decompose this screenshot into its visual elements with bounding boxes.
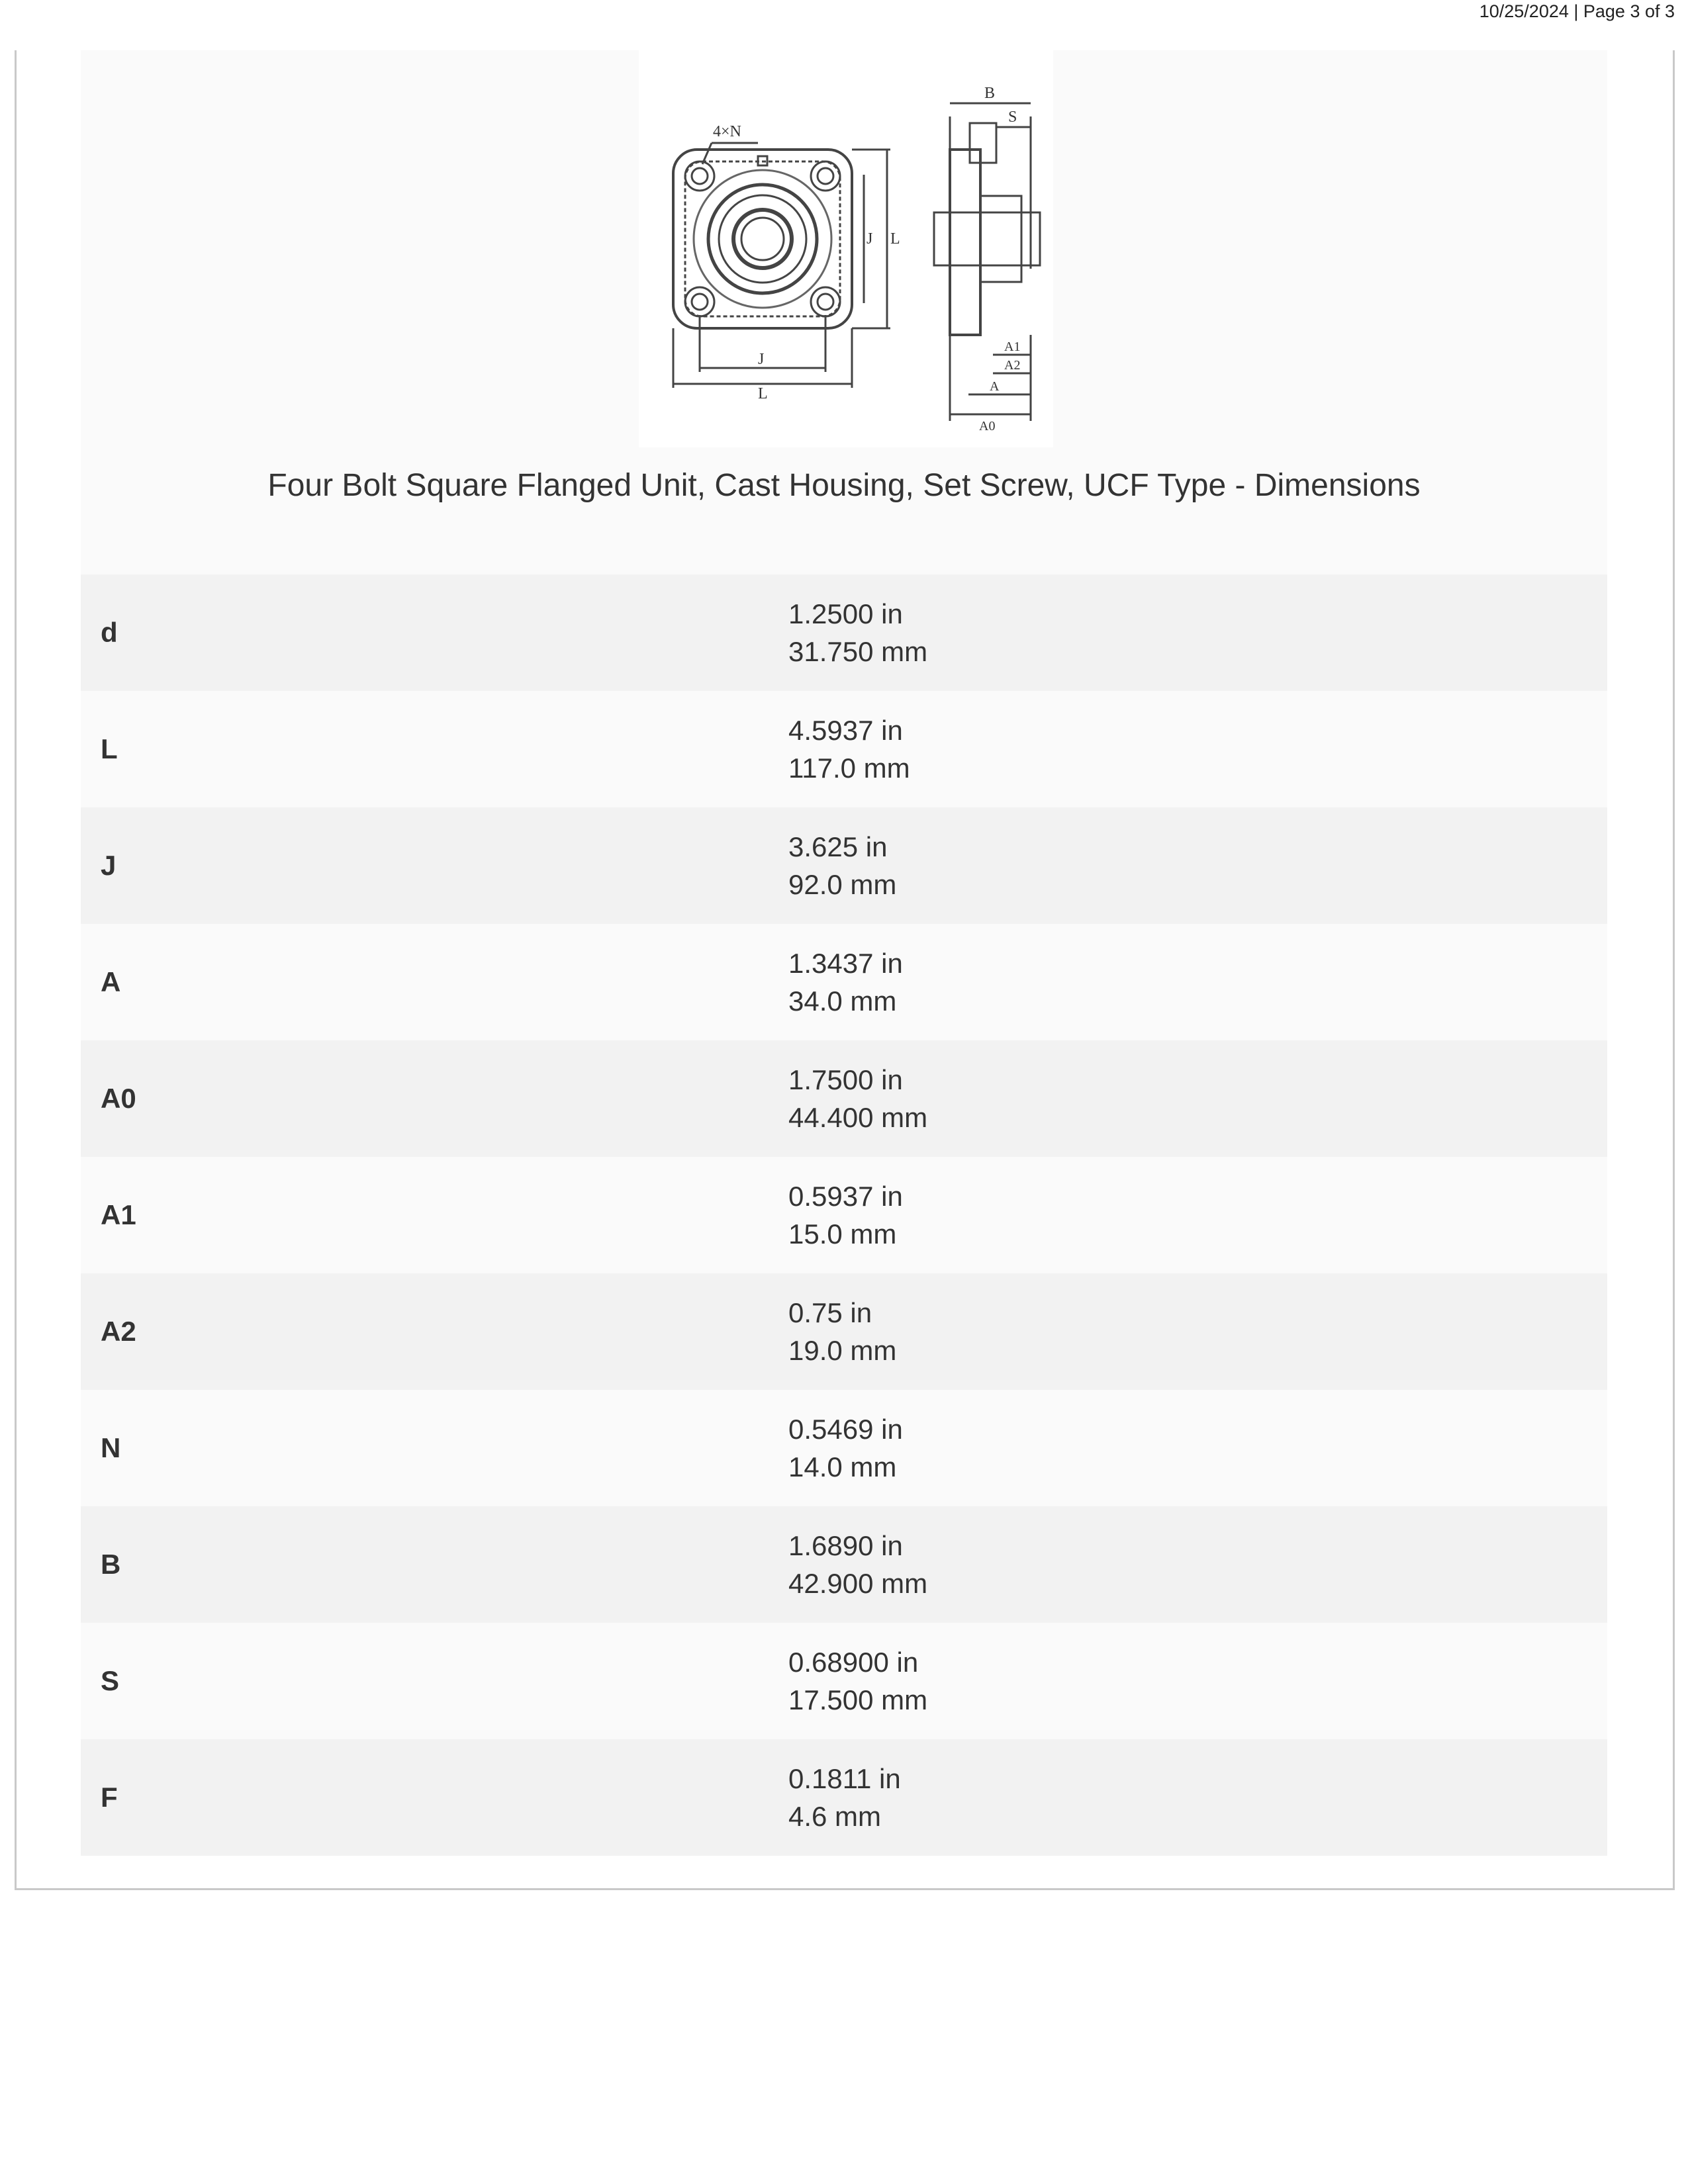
spec-value-mm: 4.6 mm [788, 1801, 882, 1832]
spec-value-mm: 19.0 mm [788, 1335, 897, 1366]
bearing-unit-drawing [639, 50, 1053, 447]
spec-values [788, 1739, 901, 1856]
spec-table [81, 574, 1607, 1856]
table-row [81, 1157, 1607, 1273]
spec-values [788, 574, 927, 691]
flange-outline [673, 150, 852, 328]
table-row [81, 1273, 1607, 1390]
spec-values [788, 1157, 903, 1273]
spec-value-mm: 34.0 mm [788, 985, 897, 1017]
label-l-horizontal: L [758, 385, 768, 402]
spec-value-inch: 0.5937 in [788, 1181, 903, 1212]
spec-value-inch: 1.7500 in [788, 1064, 903, 1095]
side-view-housing [980, 196, 1021, 282]
label-a: A [990, 379, 1000, 394]
spec-label: N [101, 1432, 121, 1463]
table-row [81, 574, 1607, 691]
spec-value-mm: 14.0 mm [788, 1451, 897, 1482]
table-row [81, 1739, 1607, 1856]
figure-card [81, 50, 1607, 574]
table-row [81, 1040, 1607, 1157]
spec-value-inch: 4.5937 in [788, 715, 903, 746]
spec-value-inch: 1.6890 in [788, 1530, 903, 1561]
table-row [81, 1506, 1607, 1623]
spec-label: A2 [101, 1316, 136, 1347]
label-a0: A0 [979, 419, 996, 433]
spec-value-inch: 0.1811 in [788, 1763, 901, 1794]
spec-label: A [101, 966, 121, 997]
bolt-hole-tr [811, 161, 840, 191]
spec-label: L [101, 733, 118, 764]
spec-value-inch: 1.2500 in [788, 598, 903, 629]
label-j-vertical: J [867, 230, 873, 248]
label-s: S [1008, 109, 1017, 126]
spec-value-mm: 42.900 mm [788, 1568, 928, 1599]
table-row [81, 1623, 1607, 1739]
label-a2: A2 [1004, 358, 1021, 373]
spec-value-mm: 31.750 mm [788, 636, 928, 667]
spec-value-mm: 17.500 mm [788, 1684, 928, 1715]
spec-values [788, 691, 910, 807]
spec-label: F [101, 1782, 118, 1813]
spec-values [788, 807, 896, 924]
spec-value-inch: 1.3437 in [788, 948, 903, 979]
spec-value-mm: 92.0 mm [788, 869, 897, 900]
label-l-vertical: L [890, 230, 900, 248]
spec-values [788, 1273, 896, 1390]
spec-values [788, 1506, 927, 1623]
spec-value-mm: 15.0 mm [788, 1218, 897, 1250]
spec-label: J [101, 850, 117, 881]
spec-values [788, 924, 903, 1040]
label-j-horizontal: J [758, 351, 765, 368]
figure-caption: Four Bolt Square Flanged Unit, Cast Housing, Set Screw, UCF Type - Dimensions [267, 468, 1421, 503]
spec-value-inch: 3.625 in [788, 831, 888, 862]
table-row [81, 1390, 1607, 1506]
spec-values [788, 1390, 903, 1506]
spec-value-mm: 44.400 mm [788, 1102, 928, 1133]
spec-value-inch: 0.75 in [788, 1297, 872, 1328]
table-row [81, 691, 1607, 807]
bolt-hole-br [811, 287, 840, 316]
spec-value-mm: 117.0 mm [788, 752, 910, 784]
spec-value-inch: 0.5469 in [788, 1414, 903, 1445]
label-b: B [984, 85, 996, 102]
page-header: 10/25/2024 | Page 3 of 3 [1479, 1, 1675, 21]
spec-label: A0 [101, 1083, 136, 1114]
table-row [81, 807, 1607, 924]
label-a1: A1 [1004, 340, 1021, 354]
spec-label: A1 [101, 1199, 136, 1230]
spec-label: S [101, 1665, 120, 1696]
side-view-flange [950, 150, 980, 335]
spec-values [788, 1040, 927, 1157]
table-row [81, 924, 1607, 1040]
spec-label: B [101, 1549, 121, 1580]
bolt-hole-tl [685, 161, 714, 191]
spec-values [788, 1623, 927, 1739]
bolt-hole-bl [685, 287, 714, 316]
housing-ring [694, 170, 831, 308]
spec-value-inch: 0.68900 in [788, 1647, 919, 1678]
dimension-drawing [639, 50, 1053, 447]
spec-label: d [101, 617, 118, 648]
label-4xn: 4×N [713, 123, 741, 140]
